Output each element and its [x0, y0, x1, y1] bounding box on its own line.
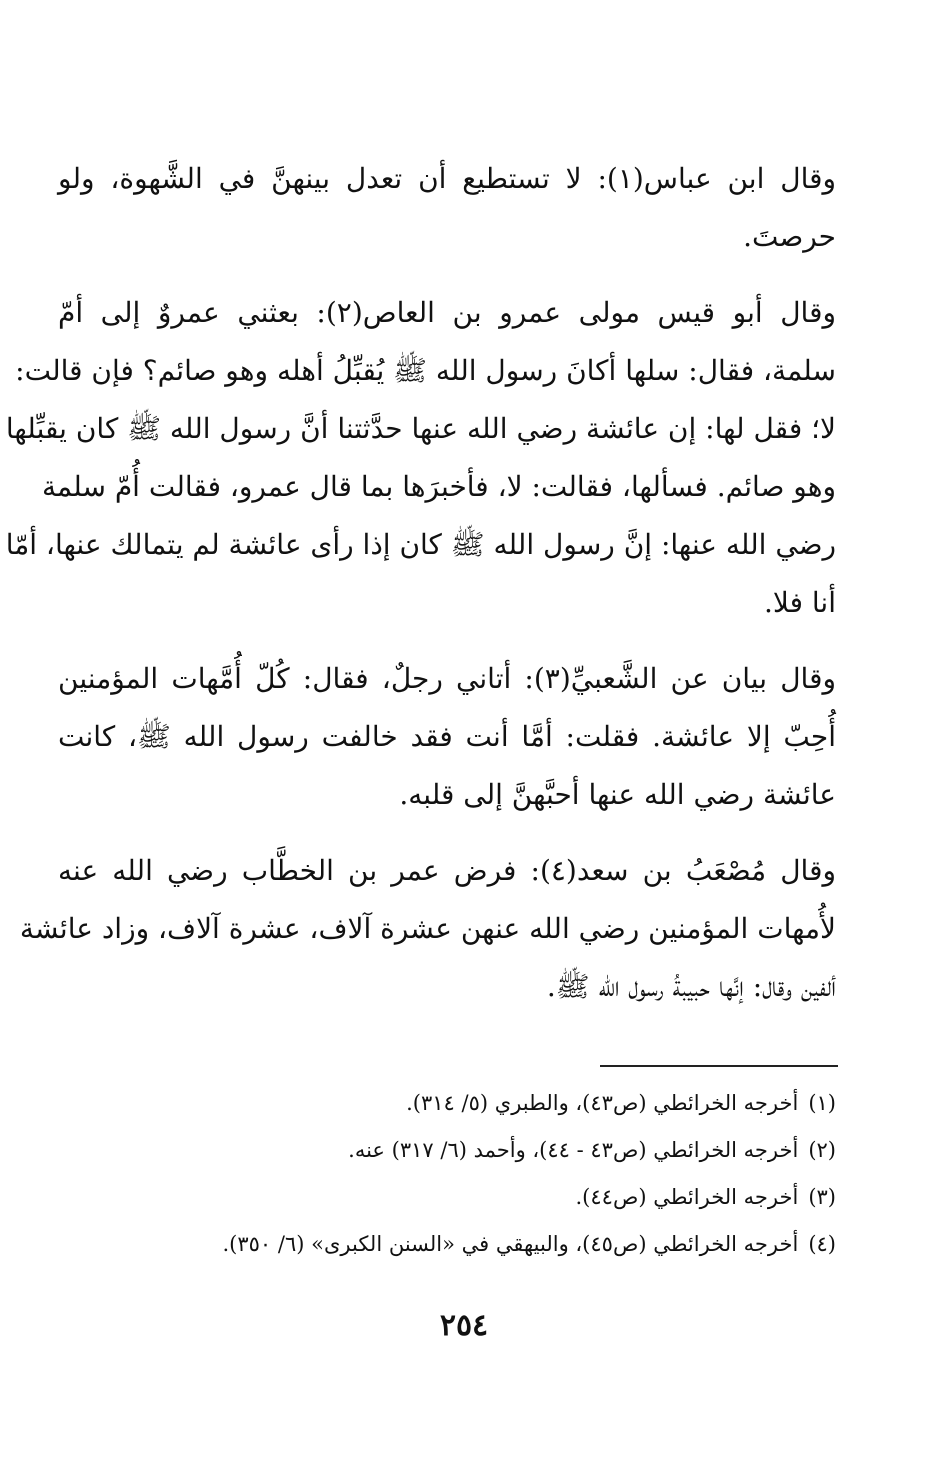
text-line: وقال أبو قيس مولى عمرو بن العاص(٢): بعثني عمروٌ إلى أمّ: [58, 296, 836, 329]
text-line: لأُمهات المؤمنين رضي الله عنهن عشرة آلاف، عشرة آلاف، وزاد عائشة: [19, 912, 836, 945]
paragraph-abu-qays: [5, 284, 836, 632]
footnote-number: (١): [808, 1091, 836, 1115]
text-line: أنا فلا.: [764, 586, 836, 619]
text-line: سلمة، فقال: سلها أكانَ رسول الله ﷺ يُقبِّلُ أهله وهو صائم؟ فإن قالت:: [15, 354, 836, 387]
paragraph-musab: [19, 842, 836, 1016]
paragraph-ibn-abbas: [58, 150, 836, 266]
text-line: وهو صائم. فسألها، فقالت: لا، فأخبرَها بما قال عمرو، فقالت أُمّ سلمة: [42, 470, 836, 503]
footnote-number: (٢): [808, 1138, 836, 1162]
body-text: [5, 150, 837, 1034]
footnote-divider: [600, 1065, 838, 1067]
footnotes: [58, 1080, 836, 1268]
text-line: لا؛ فقل لها: إن عائشة رضي الله عنها حدَّثتنا أنَّ رسول الله ﷺ كان يقبِّلها: [5, 412, 836, 445]
footnote-number: (٣): [808, 1185, 836, 1209]
text-line: حرصتَ.: [743, 220, 836, 253]
text-line: وقال مُصْعَبُ بن سعد(٤): فرض عمر بن الخطَّاب رضي الله عنه: [58, 854, 836, 887]
footnote-number: (٤): [808, 1232, 836, 1256]
footnote-text: أخرجه الخرائطي (ص٤٣ - ٤٤)، وأحمد (٦/ ٣١٧) عنه.: [348, 1138, 799, 1162]
paragraph-shabi: [58, 650, 836, 824]
footnote-item: [58, 1127, 836, 1174]
text-line: وقال ابن عباس(١): لا تستطيع أن تعدل بينهنَّ في الشَّهوة، ولو: [58, 162, 837, 195]
text-line: رضي الله عنها: إنَّ رسول الله ﷺ كان إذا رأى عائشة لم يتمالك عنها، أمّا: [5, 528, 836, 561]
footnote-item: [58, 1221, 836, 1268]
text-line: وقال بيان عن الشَّعبيِّ(٣): أتاني رجلٌ، فقال: كُلّ أُمَّهات المؤمنين: [58, 662, 836, 695]
footnote-text: أخرجه الخرائطي (ص٤٥)، والبيهقي في «السنن الكبرى» (٦/ ٣٥٠).: [222, 1232, 799, 1256]
page-number: ٢٥٤: [439, 1308, 489, 1343]
footnote-text: أخرجه الخرائطي (ص٤٤).: [575, 1185, 799, 1209]
text-line: ألفين وقال: إنَّها حبيبةُ رسول الله ﷺ.: [546, 970, 836, 1003]
text-line: أُحِبّ إلا عائشة. فقلت: أمَّا أنت فقد خالفت رسول الله ﷺ، كانت: [58, 720, 836, 753]
text-line: عائشة رضي الله عنها أحبَّهنَّ إلى قلبه.: [399, 778, 836, 811]
footnote-item: [58, 1174, 836, 1221]
footnote-item: [58, 1080, 836, 1127]
footnote-text: أخرجه الخرائطي (ص٤٣)، والطبري (٥/ ٣١٤).: [406, 1091, 799, 1115]
